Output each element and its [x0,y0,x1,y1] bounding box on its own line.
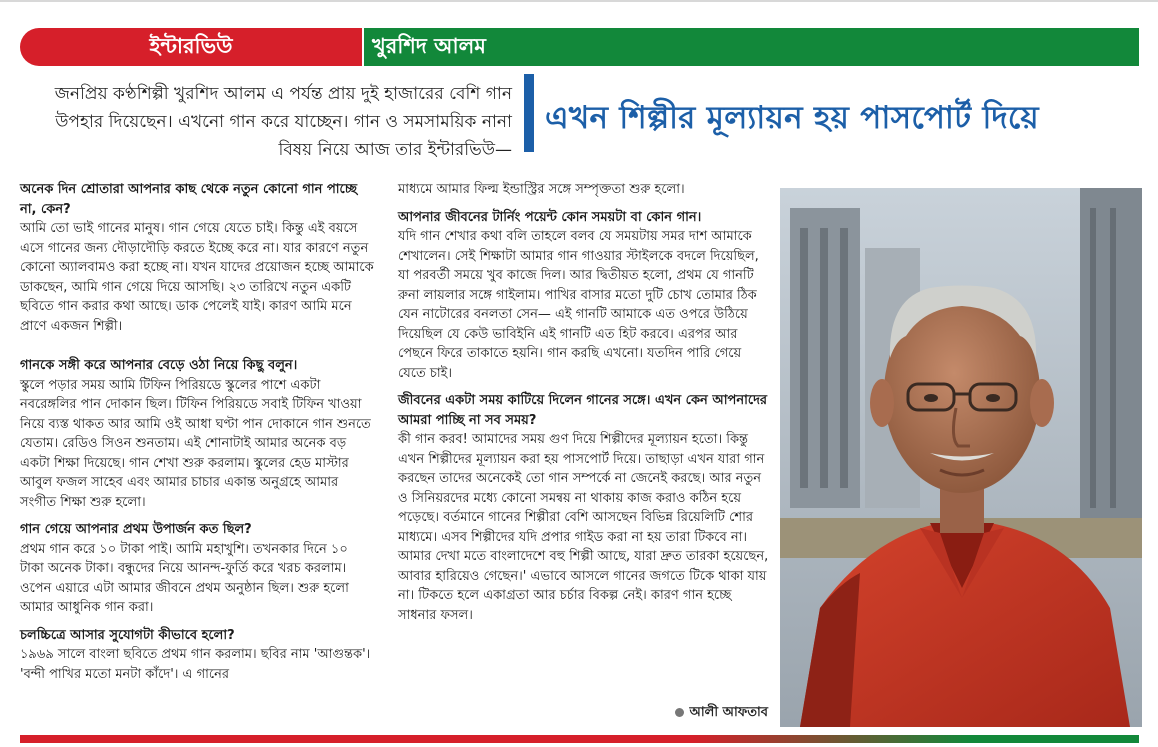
headline: এখন শিল্পীর মূল্যায়ন হয় পাসপোর্ট দিয়ে [545,100,1039,136]
byline [648,703,768,724]
answer: আমি তো ভাই গানের মানুষ। গান গেয়ে যেতে চাই। কিন্তু এই বয়সে এসে গানের জন্য দৌড়াদৌড়ি করতে ইচ্ছে করে না। যার কারণে নতুন কোনো অ্যালবামও করা হচ্ছে না। যখন যাদের প্রয়োজন হচ্ছে আমাকে ডাকছেন, আমি গান গেয়ে দিয়ে আসছি। ২৩ তারিখে নতুন একটি ছবিতে গান করার কথা আছে। ডাক পেলেই যাই। কারণ আমি মনে প্রাণে একজন শিল্পী। [20,221,374,334]
answer: প্রথম গান করে ১০ টাকা পাই। আমি মহাখুশি। তখনকার দিনে ১০ টাকা অনেক টাকা। বন্ধুদের নিয়ে আনন্দ-ফুর্তি করে খরচ করলাম। ওপেন এয়ারে এটা আমার জীবনে প্রথম অনুষ্ঠান ছিল। শুরু হলো আমার আধুনিক গান করা। [20,541,349,615]
intro-text: জনপ্রিয় কণ্ঠশিল্পী খুরশিদ আলম এ পর্যন্ত প্রায় দুই হাজারের বেশি গান উপহার দিয়েছেন। এখনো গান করে যাচ্ছেন। গান ও সমসাময়িক নানা বিষয় নিয়ে আজ তার ইন্টারভিউ— [54,84,512,160]
answer: ১৯৬৯ সালে বাংলা ছবিতে প্রথম গান করলাম। ছবির নাম 'আগুন্তক'। 'বন্দী পাখির মতো মনটা কাঁদে'। এ গানের [20,647,371,682]
portrait-illustration [780,188,1142,727]
section-label: ইন্টারভিউ [20,28,362,66]
question: অনেক দিন শ্রোতারা আপনার কাছ থেকে নতুন কোনো গান পাচ্ছে না, কেন? [20,182,358,217]
answer: মাধ্যমে আমার ফিল্ম ইন্ডাস্ট্রির সঙ্গে সম্পৃক্ততা শুরু হলো। [398,182,685,197]
article-column-1 [20,180,375,692]
subject-name: খুরশিদ আলম [364,28,1139,66]
bullet-icon [675,708,684,717]
question: গানকে সঙ্গী করে আপনার বেড়ে ওঠা নিয়ে কিছু বলুন। [20,358,298,373]
byline-name: আলী আফতাব [689,705,768,720]
answer: স্কুলে পড়ার সময় আমি টিফিন পিরিয়ডে স্কুলের পাশে একটা নবরেঙ্গলির পান দোকান ছিল। টিফিন পিরিয়ডে সবাই টিফিন খাওয়া নিয়ে ব্যস্ত থাকত আর আমি ওই আধা ঘণ্টা পান দোকানে গান শুনতে যেতাম। রেডিও সিওন শুনতাম। এই শোনাটাই আমার অনেক বড় একটা শিক্ষা দিয়েছে। গান শেখা শুরু করলাম। স্কুলের হেড মাস্টার আবুল ফজল সাহেব এবং আমার চাচার একান্ত অনুগ্রহে আমার সংগীত শিক্ষা শুরু হলো। [20,377,371,510]
portrait-photo [780,188,1142,727]
answer: যদি গান শেখার কথা বলি তাহলে বলব যে সময়টায় সমর দাশ আমাকে শেখালেন। সেই শিক্ষাটা আমার গান গাওয়ার স্টাইলকে বদলে দিয়েছিল, যা পরবর্তী সময়ে খুব কাজে দিল। আর দ্বিতীয়ত হলো, প্রথম যে গানটি রুনা লায়লার সঙ্গে গাইলাম। পাখির বাসার মতো দুটি চোখ তোমার ঠিক যেন নাটোরের বনলতা সেন— এই গানটি আমাকে এত ওপরে উঠিয়ে দিয়েছিল যে কেউ ভাবিইনি এই গানটি এত হিট করবে। এরপর আর পেছনে ফিরে তাকাতে হয়নি। গান করছি এখনো। যতদিন পারি গেয়ে যেতে চাই। [398,229,759,381]
question: গান গেয়ে আপনার প্রথম উপার্জন কত ছিল? [20,522,252,537]
answer: কী গান করব! আমাদের সময় গুণ দিয়ে শিল্পীদের মূল্যায়ন হতো। কিন্তু এখন শিল্পীদের মূল্যায়ন করা হয় পাসপোর্ট দিয়ে। তাছাড়া এখন যারা গান করছেন তাদের অনেকেই তো গান সম্পর্কে না জেনেই করছে। আর নতুন ও সিনিয়রদের মধ্যে কোনো সমন্বয় না থাকায় কাজ করাও কঠিন হয়ে পড়েছে। বর্তমানে গানের শিল্পীরা বেশি আসছেন বিভিন্ন রিয়েলিটি শোর মাধ্যমে। এসব শিল্পীদের যদি প্রপার গাইড করা না হয় তারা টিকবে না। আমার দেখা মতে বাংলাদেশে বহু শিল্পী আছে, যারা দ্রুত তারকা হয়েছেন, আবার হারিয়েও গেছেন।' এভাবে আসলে গানের জগতে টিকে থাকা যায় না। টিকতে হলে একাগ্রতা আর চর্চার বিকল্প নেই। কারণ গান হচ্ছে সাধনার ফসল। [398,432,769,623]
bottom-rule [20,735,1139,743]
headline-accent-bar [524,74,534,152]
article-column-2 [398,180,770,633]
question: চলচ্চিত্রে আসার সুযোগটা কীভাবে হলো? [20,627,235,643]
top-rule [0,0,1158,12]
question: জীবনের একটা সময় কাটিয়ে দিলেন গানের সঙ্গে। এখন কেন আপনাদের আমরা পাচ্ছি না সব সময়? [398,393,768,428]
question: আপনার জীবনের টার্নিং পয়েন্ট কোন সময়টা বা কোন গান। [398,209,702,225]
